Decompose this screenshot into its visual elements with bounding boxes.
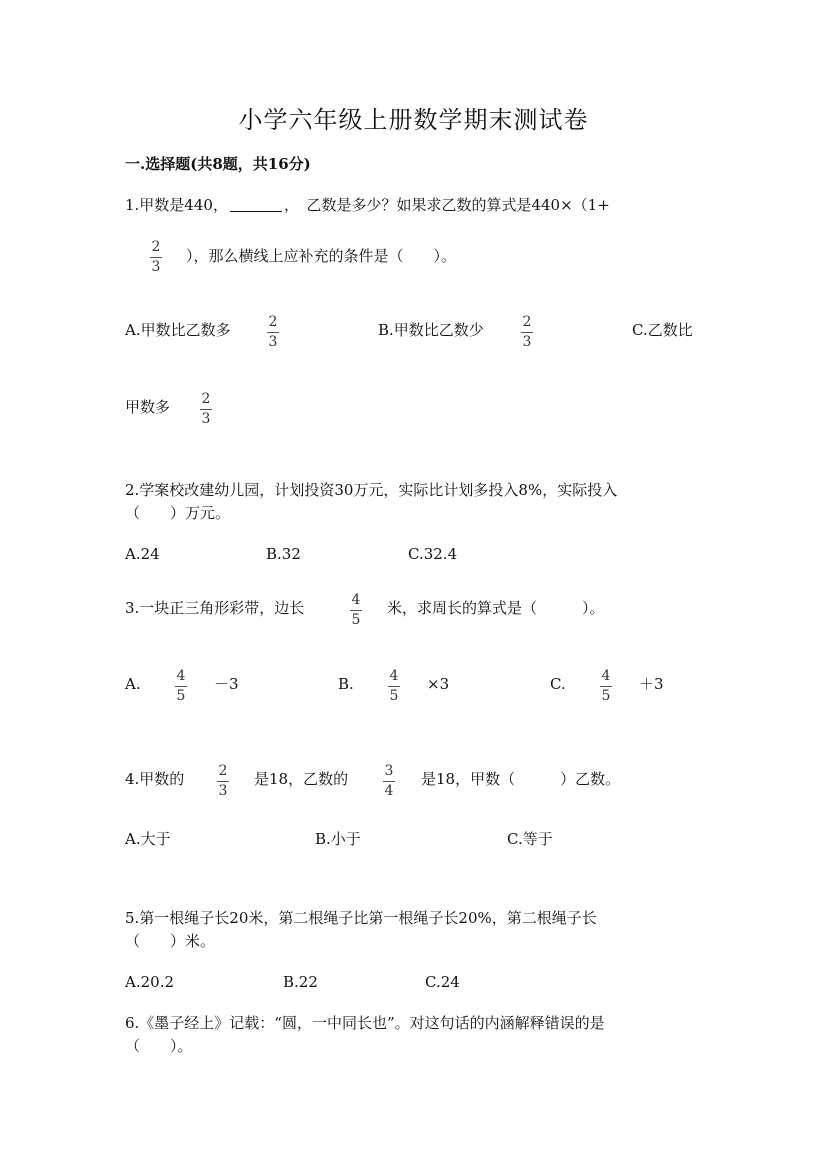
question-3-text-b: 米，求周长的算式是（ ）。 [387,599,605,617]
question-5-line-1: 5.第一根绳子长20米，第二根绳子比第一根绳子长20%，第二根绳子长 [125,909,597,927]
numerator: 2 [268,314,278,330]
q3-option-a-operation: －3 [214,675,239,693]
q1-option-a-fraction [267,315,279,349]
fraction-bar [217,781,229,782]
denominator: 3 [522,334,532,350]
q1-option-c[interactable]: C.乙数比 [632,321,693,339]
q3-fraction [350,593,362,627]
q5-option-c[interactable]: C.24 [425,973,460,991]
fraction-bar [350,610,362,611]
q1-option-c-continued: 甲数多 [125,398,171,416]
question-4-text-b: 是18，乙数的 [254,770,349,788]
question-4-text-a: 4.甲数的 [125,770,185,788]
question-4-text-c: 是18，甲数（ ）乙数。 [421,770,621,788]
numerator: 4 [351,592,361,608]
q4-fraction-2 [383,764,395,798]
q2-option-b[interactable]: B.32 [266,545,301,563]
numerator: 4 [389,668,399,684]
fraction-bar [521,332,533,333]
numerator: 2 [522,314,532,330]
q3-option-b-fraction [388,669,400,703]
denominator: 3 [151,259,161,275]
q2-option-c[interactable]: C.32.4 [408,545,458,563]
q5-option-a[interactable]: A.20.2 [125,973,174,991]
denominator: 5 [351,612,361,628]
q1-option-b[interactable]: B.甲数比乙数少 [378,321,484,339]
section-heading: 一.选择题(共8题，共16分) [125,155,311,173]
q1-option-a[interactable]: A.甲数比乙数多 [125,321,231,339]
q1-option-c-fraction [200,392,212,426]
question-6-line-1: 6.《墨子经上》记载：“圆，一中同长也”。对这句话的内涵解释错误的是 [125,1014,605,1032]
q4-option-b[interactable]: B.小于 [315,830,361,848]
q4-option-c[interactable]: C.等于 [507,830,553,848]
numerator: 3 [384,763,394,779]
denominator: 4 [384,783,394,799]
numerator: 4 [601,668,611,684]
q3-option-a-label[interactable]: A. [125,675,141,693]
numerator: 4 [176,668,186,684]
question-1-line-2: ），那么横线上应补充的条件是（ ）。 [186,247,457,265]
q1-text-b: ， 乙数是多少？如果求乙数的算式是440×（1+ [283,196,610,214]
q1-option-b-fraction [521,315,533,349]
q3-option-b-label[interactable]: B. [338,675,354,693]
fraction-bar [200,409,212,410]
denominator: 5 [389,688,399,704]
question-5-line-2: （ ）米。 [125,932,216,950]
question-2-line-1: 2.学案校改建幼儿园，计划投资30万元，实际比计划多投入8%，实际投入 [125,481,618,499]
fraction-bar [175,686,187,687]
page-title: 小学六年级上册数学期末测试卷 [238,106,589,134]
numerator: 2 [151,239,161,255]
answer-blank [230,196,282,212]
q1-fraction [150,240,162,274]
numerator: 2 [201,391,211,407]
question-3-text-a: 3.一块正三角形彩带，边长 [125,599,305,617]
denominator: 5 [176,688,186,704]
denominator: 3 [268,334,278,350]
fraction-bar [600,686,612,687]
q1-text-a: 1.甲数是440， [125,196,228,214]
question-1-line-1 [125,194,610,216]
question-2-line-2: （ ）万元。 [125,504,231,522]
q3-option-c-fraction [600,669,612,703]
denominator: 3 [218,783,228,799]
q2-option-a[interactable]: A.24 [125,545,160,563]
denominator: 3 [201,411,211,427]
numerator: 2 [218,763,228,779]
question-6-line-2: （ ）。 [125,1037,193,1055]
q4-fraction-1 [217,764,229,798]
fraction-bar [383,781,395,782]
q4-option-a[interactable]: A.大于 [125,830,171,848]
q3-option-b-operation: ×3 [427,675,450,693]
q3-option-c-operation: ＋3 [639,675,664,693]
fraction-bar [388,686,400,687]
q3-option-a-fraction [175,669,187,703]
fraction-bar [150,257,162,258]
denominator: 5 [601,688,611,704]
fraction-bar [267,332,279,333]
q5-option-b[interactable]: B.22 [283,973,318,991]
q3-option-c-label[interactable]: C. [550,675,566,693]
